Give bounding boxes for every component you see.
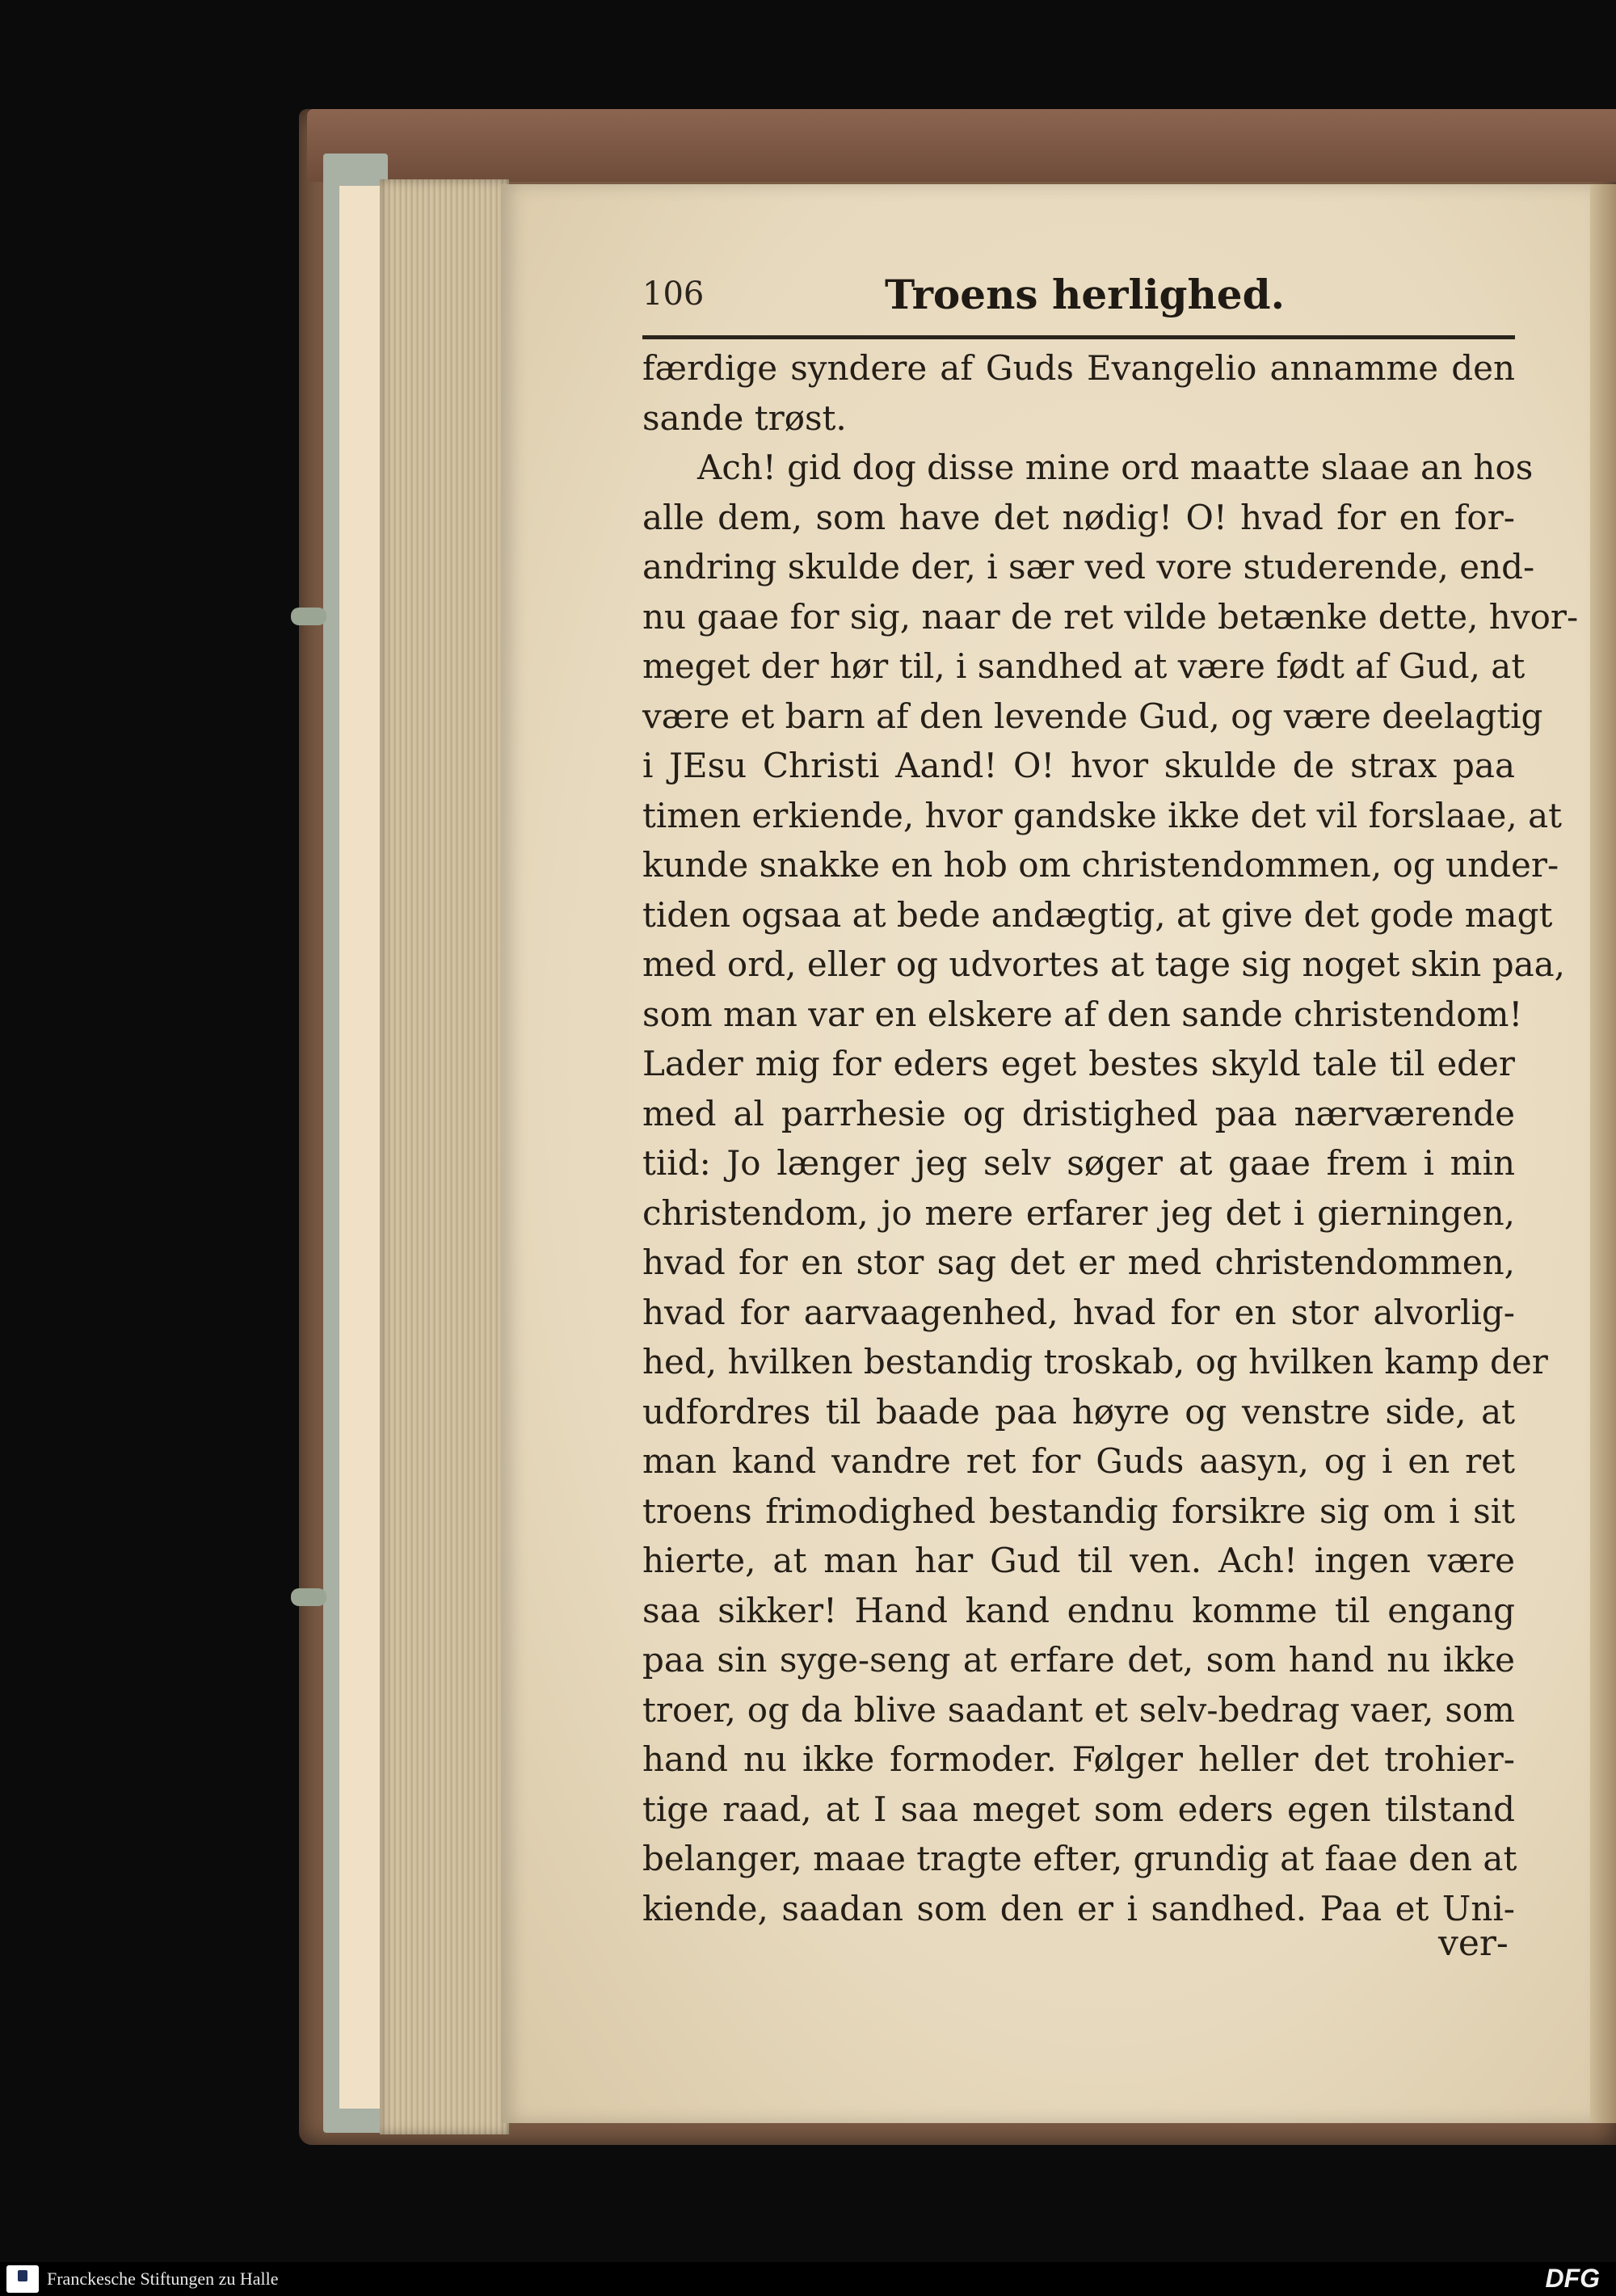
clasp-tab-lower [291, 1588, 326, 1606]
text-line: tiid: Jo længer jeg selv søger at gaae frem i min [642, 1143, 1515, 1183]
text-line: sande trøst. [642, 397, 847, 438]
footer-bar [0, 2262, 1616, 2296]
institution-logo-icon [6, 2265, 39, 2293]
text-line: troens frimodighed bestandig forsikre sig om i sit [642, 1491, 1515, 1531]
text-line: alle dem, som have det nødig! O! hvad for en for- [642, 497, 1515, 537]
text-line: saa sikker! Hand kand endnu komme til engang [642, 1590, 1515, 1630]
text-line: tiden ogsaa at bede andægtig, at give det gode magt [642, 894, 1553, 935]
text-line: hed, hvilken bestandig troskab, og hvilken kamp der [642, 1342, 1548, 1381]
text-line: hvad for en stor sag det er med christendommen, [642, 1243, 1515, 1282]
text-line: som man var en elskere af den sande christendom! [642, 994, 1523, 1034]
text-line: belanger, maae tragte efter, grundig at faae den at [642, 1839, 1517, 1878]
text-line: timen erkiende, hvor gandske ikke det vil forslaae, at [642, 795, 1563, 835]
text-line: Ach! gid dog disse mine ord maatte slaae an hos [697, 448, 1534, 487]
body-text [642, 343, 1579, 1933]
text-line: Lader mig for eders eget bestes skyld tale til eder [642, 1044, 1515, 1083]
text-line: være et barn af den levende Gud, og være deelagtig [642, 696, 1543, 736]
dfg-badge: DFG [1545, 2264, 1600, 2293]
running-head [642, 271, 1515, 339]
text-line: hvad for aarvaagenhed, hvad for en stor alvorlig- [642, 1292, 1515, 1332]
text-line: kunde snakke en hob om christendommen, og under- [642, 845, 1559, 885]
text-line: nu gaae for sig, naar de ret vilde betænke dette, hvor- [642, 596, 1579, 637]
clasp-tab-upper [291, 608, 326, 625]
page-edges [380, 179, 509, 2134]
text-line: med al parrhesie og dristighed paa nærværende [642, 1093, 1515, 1133]
text-line: man kand vandre ret for Guds aasyn, og i en ret [642, 1441, 1515, 1481]
text-line: med ord, eller og udvortes at tage sig noget skin paa, [642, 944, 1566, 984]
text-line: meget der hør til, i sandhed at være født af Gud, at [642, 646, 1526, 686]
text-line: tige raad, at I saa meget som eders egen tilstand [642, 1789, 1515, 1829]
catchword: ver- [1438, 1923, 1509, 1964]
text-line: paa sin syge-seng at erfare det, som hand nu ikke [642, 1640, 1515, 1680]
page-right-edge [1590, 184, 1616, 2123]
running-head-title: Troens herlighed. [885, 271, 1285, 318]
text-line: troer, og da blive saadant et selv-bedrag vaer, som [642, 1689, 1515, 1730]
page-number: 106 [642, 275, 705, 313]
text-line: christendom, jo mere erfarer jeg det i gierningen, [642, 1192, 1515, 1233]
text-line: færdige syndere af Guds Evangelio annamme den [642, 348, 1515, 388]
text-line: i JEsu Christi Aand! O! hvor skulde de strax paa [642, 746, 1515, 785]
institution-name: Franckesche Stiftungen zu Halle [47, 2269, 279, 2289]
text-line: hierte, at man har Gud til ven. Ach! ingen være [642, 1541, 1515, 1580]
text-line: kiende, saadan som den er i sandhed. Paa et Uni- [642, 1888, 1515, 1928]
text-line: udfordres til baade paa høyre og venstre side, at [642, 1391, 1515, 1432]
book-top-edge [307, 109, 1616, 182]
text-line: andring skulde der, i sær ved vore studerende, end- [642, 547, 1535, 587]
text-line: hand nu ikke formoder. Følger heller det trohier- [642, 1739, 1515, 1779]
logo-mark [18, 2270, 27, 2281]
